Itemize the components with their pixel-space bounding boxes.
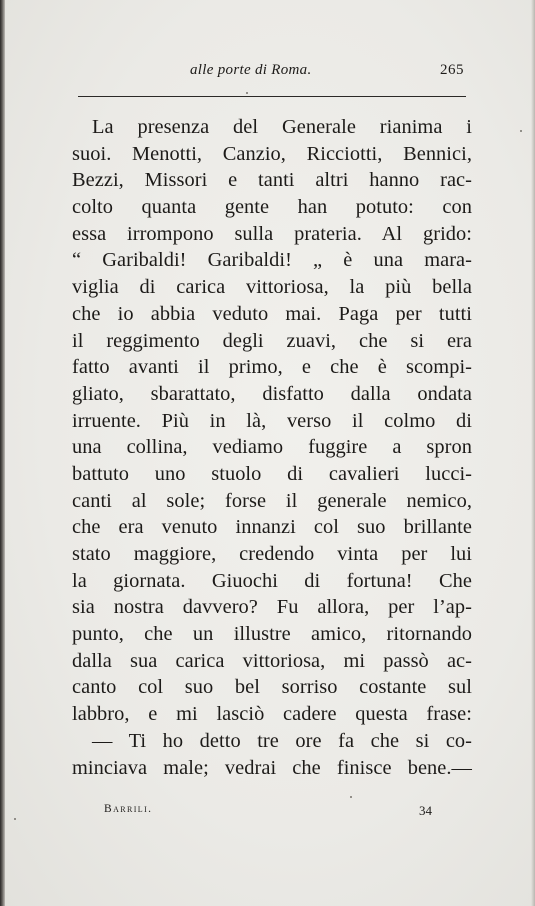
header-rule <box>78 96 466 97</box>
text-line: colto quanta gente han potuto: con <box>72 196 472 219</box>
text-line: punto, che un illustre amico, ritornando <box>72 623 472 646</box>
page-edge-shadow <box>0 0 5 906</box>
paper-speck <box>520 130 522 132</box>
text-line: dalla sua carica vittoriosa, mi passò ac- <box>72 649 472 672</box>
text-line: “ Garibaldi! Garibaldi! „ è una mara- <box>72 249 472 272</box>
page-number: 265 <box>440 62 464 78</box>
text-line: fatto avanti il primo, e che è scompi- <box>72 356 472 379</box>
text-line: una collina, vediamo fuggire a spron <box>72 436 472 459</box>
text-line: il reggimento degli zuavi, che si era <box>72 329 472 352</box>
paper-speck <box>14 818 16 820</box>
text-line: battuto uno stuolo di cavalieri lucci- <box>72 462 472 485</box>
signature-mark: Barrili. <box>104 803 153 815</box>
page-header <box>78 62 470 88</box>
text-line: — Ti ho detto tre ore fa che si co- <box>92 729 472 752</box>
paper-speck <box>246 92 248 94</box>
text-line: sia nostra davvero? Fu allora, per l’ap- <box>72 596 472 619</box>
running-title: alle porte di Roma. <box>190 62 312 78</box>
paper-speck <box>350 796 352 798</box>
page-footer <box>104 803 434 823</box>
text-line: La presenza del Generale rianima i <box>92 116 472 138</box>
sheet-number: 34 <box>419 803 432 818</box>
text-line: canti al sole; forse il generale nemico, <box>72 489 472 512</box>
text-line: che era venuto innanzi col suo brillante <box>72 516 472 539</box>
text-line: che io abbia veduto mai. Paga per tutti <box>72 302 472 325</box>
text-line: Bezzi, Missori e tanti altri hanno rac- <box>72 169 472 192</box>
text-line: canto col suo bel sorriso costante sul <box>72 676 472 699</box>
text-line: la giornata. Giuochi di fortuna! Che <box>72 569 472 592</box>
text-line: viglia di carica vittoriosa, la più bella <box>72 276 472 299</box>
text-line: labbro, e mi lasciò cadere questa frase: <box>72 703 472 726</box>
page-edge-right <box>531 0 535 906</box>
text-line: gliato, sbarattato, disfatto dalla ondata <box>72 382 472 405</box>
body-text <box>72 114 472 781</box>
text-line: suoi. Menotti, Canzio, Ricciotti, Bennici, <box>72 142 472 165</box>
text-line: irruente. Più in là, verso il colmo di <box>72 409 472 432</box>
text-line: stato maggiore, credendo vinta per lui <box>72 543 472 565</box>
text-line: minciava male; vedrai che finisce bene.— <box>72 756 472 779</box>
text-line: essa irrompono sulla prateria. Al grido: <box>72 222 472 245</box>
